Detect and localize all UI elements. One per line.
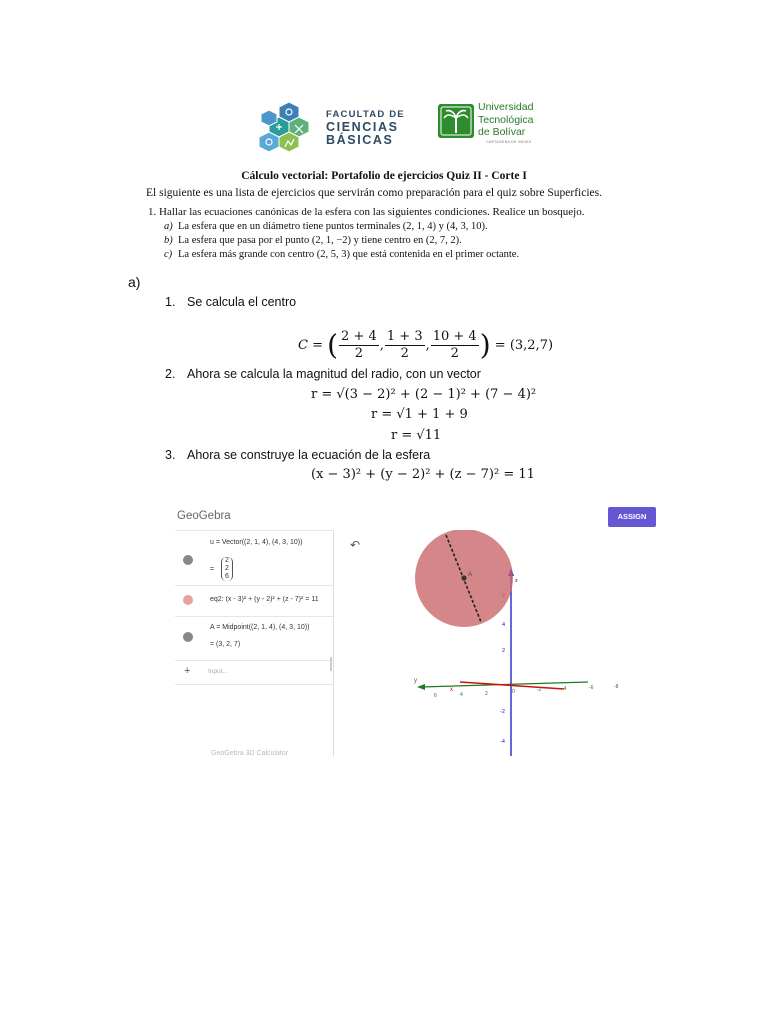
y-axis-arrow xyxy=(417,684,425,690)
item-b-text: La esfera que pasa por el punto (2, 1, −2) y tiene centro en (2, 7, 2). xyxy=(178,235,462,246)
item-b xyxy=(164,235,462,246)
step-3-text: Ahora se construye la ecuación de la esfera xyxy=(187,448,431,462)
undo-icon[interactable]: ↶ xyxy=(350,538,361,552)
point-a-label: A xyxy=(468,572,473,578)
z-axis-label: z xyxy=(515,578,518,584)
algebra-row-midpoint[interactable] xyxy=(175,616,333,661)
item-a-label: a) xyxy=(164,221,173,232)
fraction-1 xyxy=(339,329,379,362)
step-1-number: 1. xyxy=(165,295,176,309)
z-tick-label: 2 xyxy=(502,648,506,654)
fcb-line1: FACULTAD DE xyxy=(326,109,405,120)
x-tick-label: 0 xyxy=(512,689,515,695)
vector-equals: = xyxy=(210,565,215,573)
vector-definition: u = Vector((2, 1, 4), (4, 3, 10)) xyxy=(210,539,303,546)
fraction-3-denominator: 2 xyxy=(450,346,459,361)
radius-equation-3: r = √11 xyxy=(391,428,442,443)
algebra-input[interactable]: Input... xyxy=(208,668,228,675)
x-tick-label: 6 xyxy=(434,693,437,699)
solution-section-label: a) xyxy=(128,274,141,290)
x-tick-label: -2 xyxy=(537,687,542,693)
step-1-text: Se calcula el centro xyxy=(187,295,297,309)
midpoint-a[interactable] xyxy=(461,575,466,580)
center-lhs: C = xyxy=(298,338,328,353)
fcb-hexagon-logo xyxy=(255,100,323,152)
utb-line3: de Bolívar xyxy=(478,126,526,138)
item-c-label: c) xyxy=(164,249,173,260)
algebra-scrollbar[interactable] xyxy=(330,657,332,671)
algebra-input-row[interactable] xyxy=(175,660,333,685)
x-axis-label: x xyxy=(450,687,453,693)
fcb-line2: CIENCIAS xyxy=(326,120,399,134)
visibility-toggle-dot[interactable] xyxy=(183,555,193,565)
step-1 xyxy=(165,295,296,309)
utb-line1: Universidad xyxy=(478,101,534,113)
geogebra-window xyxy=(175,504,656,756)
vector-value xyxy=(210,557,233,581)
algebra-view xyxy=(175,530,334,756)
z-tick-label: -2 xyxy=(500,709,505,715)
y-axis-label: y xyxy=(414,678,417,684)
vector-component-3: 6 xyxy=(225,573,229,580)
sphere-definition: eq2: (x - 3)² + (y - 2)² + (z - 7)² = 11 xyxy=(210,596,319,603)
geogebra-toolbar xyxy=(175,504,656,530)
vector-component-1: 2 xyxy=(225,557,229,564)
algebra-row-vector[interactable] xyxy=(175,531,333,586)
x-tick-label: 2 xyxy=(485,691,488,697)
item-a-text: La esfera que en un diámetro tiene puntos terminales (2, 1, 4) y (4, 3, 10). xyxy=(178,221,488,232)
fraction-3 xyxy=(431,329,479,362)
geogebra-footer: GeoGebra 3D Calculator xyxy=(211,750,289,756)
algebra-row-sphere[interactable] xyxy=(175,585,333,617)
add-plus-icon[interactable]: + xyxy=(184,665,191,677)
item-b-label: b) xyxy=(164,235,173,246)
midpoint-value: = (3, 2, 7) xyxy=(210,641,241,648)
utb-palm-logo xyxy=(438,104,474,138)
document-title: Cálculo vectorial: Portafolio de ejercicios Quiz II - Corte I xyxy=(241,170,527,182)
vector-component-2: 2 xyxy=(225,565,229,572)
question-1 xyxy=(148,206,584,218)
radius-equation-1: r = √(3 − 2)² + (2 − 1)² + (7 − 4)² xyxy=(311,387,537,402)
x-tick-label: -6 xyxy=(589,685,594,691)
question-1-number: 1. xyxy=(148,206,157,218)
fcb-logo-text xyxy=(326,108,405,147)
item-c-text: La esfera más grande con centro (2, 5, 3) que está contenida en el primer octante. xyxy=(178,249,520,260)
utb-subtitle: CARTAGENA DE INDIAS xyxy=(486,140,532,144)
step-2-number: 2. xyxy=(165,367,176,381)
question-1-text: Hallar las ecuaciones canónicas de la esfera con las siguientes condiciones. Realice un bosquejo. xyxy=(159,206,585,218)
step-3-number: 3. xyxy=(165,448,176,462)
sphere-equation: (x − 3)² + (y − 2)² + (z − 7)² = 11 xyxy=(311,467,535,482)
utb-line2: Tecnológica xyxy=(478,113,534,126)
graphics-3d-view[interactable] xyxy=(334,530,656,756)
visibility-toggle-dot[interactable] xyxy=(183,632,193,642)
item-a xyxy=(164,221,488,232)
x-tick-label: -4 xyxy=(562,686,567,692)
x-tick-label: 4 xyxy=(460,692,463,698)
center-rhs: = (3,2,7) xyxy=(490,338,554,353)
fraction-2-numerator: 1 + 3 xyxy=(386,329,423,344)
center-equation: C = ( $\frac{2 + 4}{2}$ , $\frac{1 + 3}{2}$ , $\frac{10 + 4}{2}$ ) = (3,2,7) xyxy=(298,328,554,362)
fraction-2 xyxy=(385,329,425,362)
z-tick-label: 4 xyxy=(502,622,506,628)
item-c xyxy=(164,249,519,260)
radius-equation-2: r = √1 + 1 + 9 xyxy=(371,407,468,422)
step-2 xyxy=(165,367,481,381)
assign-button[interactable]: ASSIGN xyxy=(608,507,656,527)
fraction-1-denominator: 2 xyxy=(354,346,364,361)
z-tick-label: -4 xyxy=(500,739,505,745)
step-3 xyxy=(165,448,430,462)
fcb-line3: BÁSICAS xyxy=(326,133,394,147)
document-intro: El siguiente es una lista de ejercicios que servirán como preparación para el quiz sobre Superficies. xyxy=(146,187,602,199)
fraction-1-numerator: 2 + 4 xyxy=(341,329,377,344)
fraction-2-denominator: 2 xyxy=(400,346,409,361)
geogebra-logo: GeoGebra xyxy=(177,510,231,522)
x-tick-label: -8 xyxy=(614,684,619,690)
fraction-3-numerator: 10 + 4 xyxy=(432,329,477,344)
step-2-text: Ahora se calcula la magnitud del radio, con un vector xyxy=(187,367,481,381)
visibility-toggle-dot[interactable] xyxy=(183,595,193,605)
midpoint-definition: A = Midpoint((2, 1, 4), (4, 3, 10)) xyxy=(210,624,310,631)
utb-logo-text xyxy=(478,101,533,139)
